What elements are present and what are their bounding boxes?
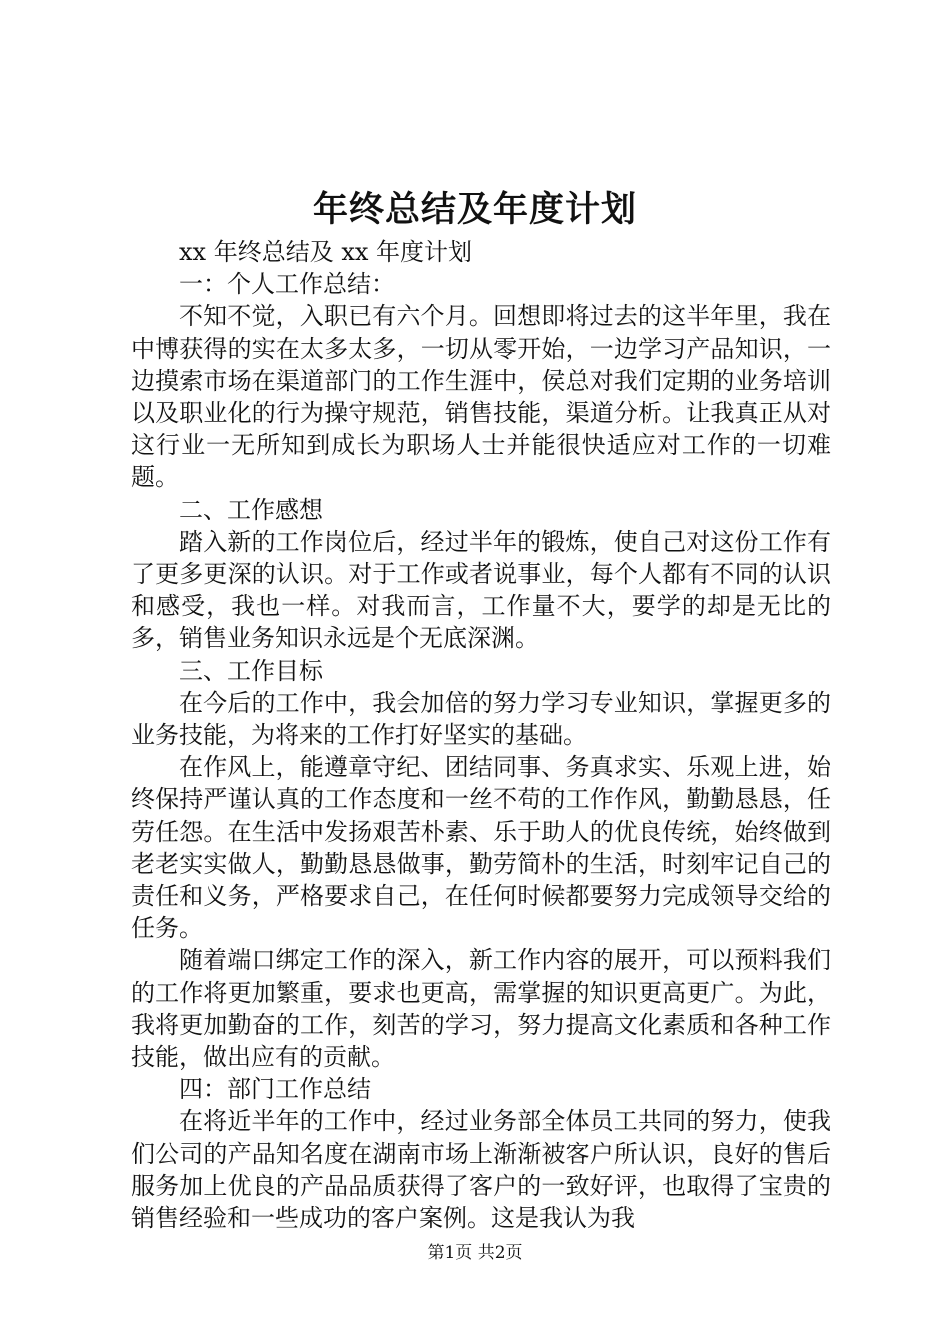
- document-title: 年终总结及年度计划: [312, 189, 637, 230]
- paragraph: 在将近半年的工作中，经过业务部全体员工共同的努力，使我们公司的产品知名度在湖南市场上渐渐被客户所认识，良好的售后服务加上优良的产品品质获得了客户的一致好评，也取得了宝贵的销售经验和一些成功的客户案例。这是我认为我: [131, 1107, 831, 1233]
- paragraph-subtitle: xx 年终总结及 xx 年度计划: [179, 238, 473, 266]
- section-heading-4: 四：部门工作总结: [179, 1075, 371, 1104]
- document-body: [131, 236, 831, 1234]
- paragraph: 在作风上，能遵章守纪、团结同事、务真求实、乐观上进，始终保持严谨认真的工作态度和一丝不苟的工作作风，勤勤恳恳，任劳任怨。在生活中发扬艰苦朴素、乐于助人的优良传统，始终做到老老实实做人，勤勤恳恳做事，勤劳简朴的生活，时刻牢记自己的责任和义务，严格要求自己，在任何时候都要努力完成领导交给的任务。: [131, 753, 831, 943]
- paragraph: 不知不觉，入职已有六个月。回想即将过去的这半年里，我在中博获得的实在太多太多，一切从零开始，一边学习产品知识，一边摸索市场在渠道部门的工作生涯中，侯总对我们定期的业务培训以及职业化的行为操守规范，销售技能，渠道分析。让我真正从对这行业一无所知到成长为职场人士并能很快适应对工作的一切难题。: [131, 302, 831, 492]
- paragraph: 在今后的工作中，我会加倍的努力学习专业知识，掌握更多的业务技能，为将来的工作打好坚实的基础。: [131, 688, 831, 750]
- section-heading-1: 一：个人工作总结：: [179, 270, 395, 299]
- paragraph: 随着端口绑定工作的深入，新工作内容的展开，可以预料我们的工作将更加繁重，要求也更高，需掌握的知识更高更广。为此，我将更加勤奋的工作，刻苦的学习，努力提高文化素质和各种工作技能，做出应有的贡献。: [131, 946, 831, 1072]
- section-heading-3: 三、工作目标: [179, 656, 323, 685]
- page-number: 第1页 共2页: [427, 1243, 523, 1263]
- section-heading-2: 二、工作感想: [179, 495, 323, 524]
- paragraph: 踏入新的工作岗位后，经过半年的锻炼，使自己对这份工作有了更多更深的认识。对于工作或者说事业，每个人都有不同的认识和感受，我也一样。对我而言，工作量不大，要学的却是无比的多，销售业务知识永远是个无底深渊。: [131, 527, 831, 653]
